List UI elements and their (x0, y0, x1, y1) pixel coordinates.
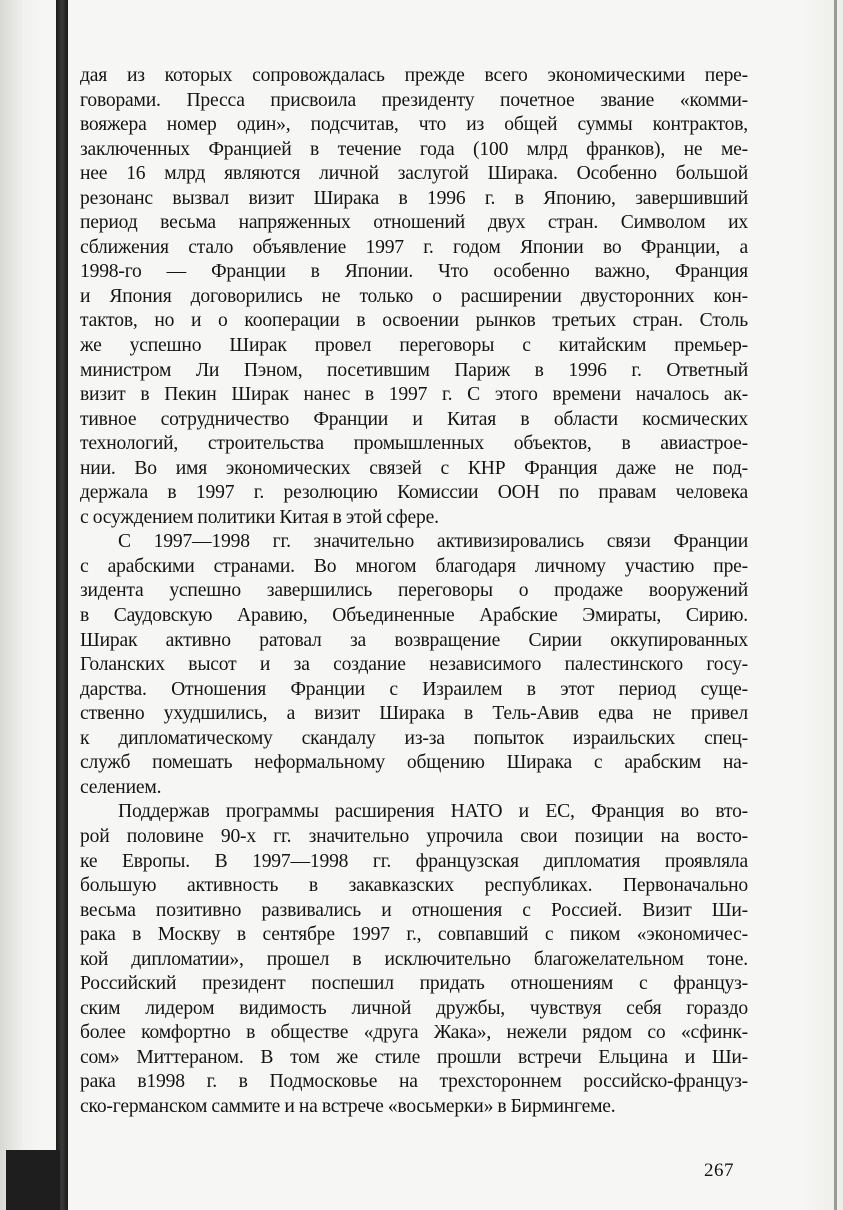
text-line: сближения стало объявление 1997 г. годом Японии во Франции, а (80, 236, 748, 258)
text-line: же успешно Ширак провел переговоры с китайским премьер- (80, 335, 748, 357)
book-spine-shadow (56, 0, 68, 1210)
text-line: С 1997—1998 гг. значительно активизировались связи Франции (118, 531, 748, 553)
text-line: резонанс вызвал визит Ширака в 1996 г. в Японию, завершивший (80, 187, 748, 209)
text-line: более комфортно в обществе «друга Жака», нежели рядом со «сфинк- (80, 1022, 748, 1044)
text-line: рака в Москву в сентябре 1997 г., совпавший с пиком «экономичес- (80, 924, 748, 946)
text-line: сом» Миттераном. В том же стиле прошли встречи Ельцина и Ши- (80, 1046, 748, 1068)
text-line: с осуждением политики Китая в этой сфере. (80, 506, 439, 528)
text-line: Голанских высот и за создание независимого палестинского госу- (80, 654, 748, 676)
text-line: Ширак активно ратовал за возвращение Сирии оккупированных (80, 629, 748, 651)
body-text (80, 64, 748, 1120)
text-line: период весьма напряженных отношений двух стран. Символом их (80, 212, 748, 234)
book-spine-corner (6, 1150, 60, 1210)
text-line: нии. Во имя экономических связей с КНР Франция даже не под- (80, 457, 748, 479)
text-line: дая из которых сопровождалась прежде всего экономическими пере- (80, 65, 748, 86)
text-line: нее 16 млрд являются личной заслугой Ширака. Особенно большой (80, 163, 748, 185)
text-line: вояжера номер один», подсчитав, что из общей суммы контрактов, (80, 114, 748, 136)
paragraph-3 (80, 800, 748, 1119)
text-line: держала в 1997 г. резолюцию Комиссии ООН по правам человека (80, 482, 748, 504)
text-line: технологий, строительства промышленных объектов, в авиастрое- (80, 433, 748, 455)
text-line: с арабскими странами. Во многом благодаря личному участию пре- (80, 555, 748, 577)
text-line: визит в Пекин Ширак нанес в 1997 г. С этого времени началось ак- (80, 384, 748, 406)
text-line: заключенных Францией в течение года (100 млрд франков), не ме- (80, 138, 748, 160)
text-line: к дипломатическому скандалу из-за попыток израильских спец- (80, 727, 748, 749)
text-line: рой половине 90-х гг. значительно упрочила свои позиции на восто- (80, 825, 748, 847)
text-line: ке Европы. В 1997—1998 гг. французская дипломатия проявляла (80, 850, 748, 872)
text-line: кой дипломатии», прошел в исключительно благожелательном тоне. (80, 948, 748, 970)
text-line: тактов, но и о кооперации в освоении рынков третьих стран. Столь (80, 310, 748, 332)
text-line: тивное сотрудничество Франции и Китая в области космических (80, 408, 748, 430)
page-number: 267 (704, 1160, 734, 1181)
text-line: ско-германском саммите и на встрече «восьмерки» в Бирмингеме. (80, 1095, 616, 1117)
text-line: ственно ухудшились, а визит Ширака в Тель-Авив едва не привел (80, 703, 748, 725)
text-line: говорами. Пресса присвоила президенту почетное звание «комми- (80, 89, 748, 111)
page-edge (834, 0, 837, 1210)
text-line: большую активность в закавказских республиках. Первоначально (80, 875, 748, 897)
text-line: 1998-го — Франции в Японии. Что особенно важно, Франция (80, 261, 748, 283)
text-line: и Япония договорились не только о расширении двусторонних кон- (80, 285, 748, 307)
text-line: зидента успешно завершились переговоры о продаже вооружений (80, 580, 748, 602)
text-line: Поддержав программы расширения НАТО и ЕС, Франция во вто- (118, 801, 748, 823)
text-line: дарства. Отношения Франции с Израилем в этот период суще- (80, 678, 748, 700)
binding-shadow (0, 0, 22, 1210)
text-line: весьма позитивно развивались и отношения с Россией. Визит Ши- (80, 899, 748, 921)
text-line: министром Ли Пэном, посетившим Париж в 1996 г. Ответный (80, 359, 748, 381)
text-line: ским лидером видимость личной дружбы, чувствуя себя гораздо (80, 997, 748, 1019)
paragraph-1 (80, 64, 748, 530)
text-line: служб помешать неформальному общению Ширака с арабским на- (80, 752, 748, 774)
text-line: рака в1998 г. в Подмосковье на трехстороннем российско-француз- (80, 1071, 748, 1093)
paragraph-2 (80, 530, 748, 800)
text-line: в Саудовскую Аравию, Объединенные Арабские Эмираты, Сирию. (80, 605, 748, 627)
text-line: селением. (80, 776, 162, 798)
text-line: Российский президент поспешил придать отношениям с француз- (80, 973, 748, 995)
